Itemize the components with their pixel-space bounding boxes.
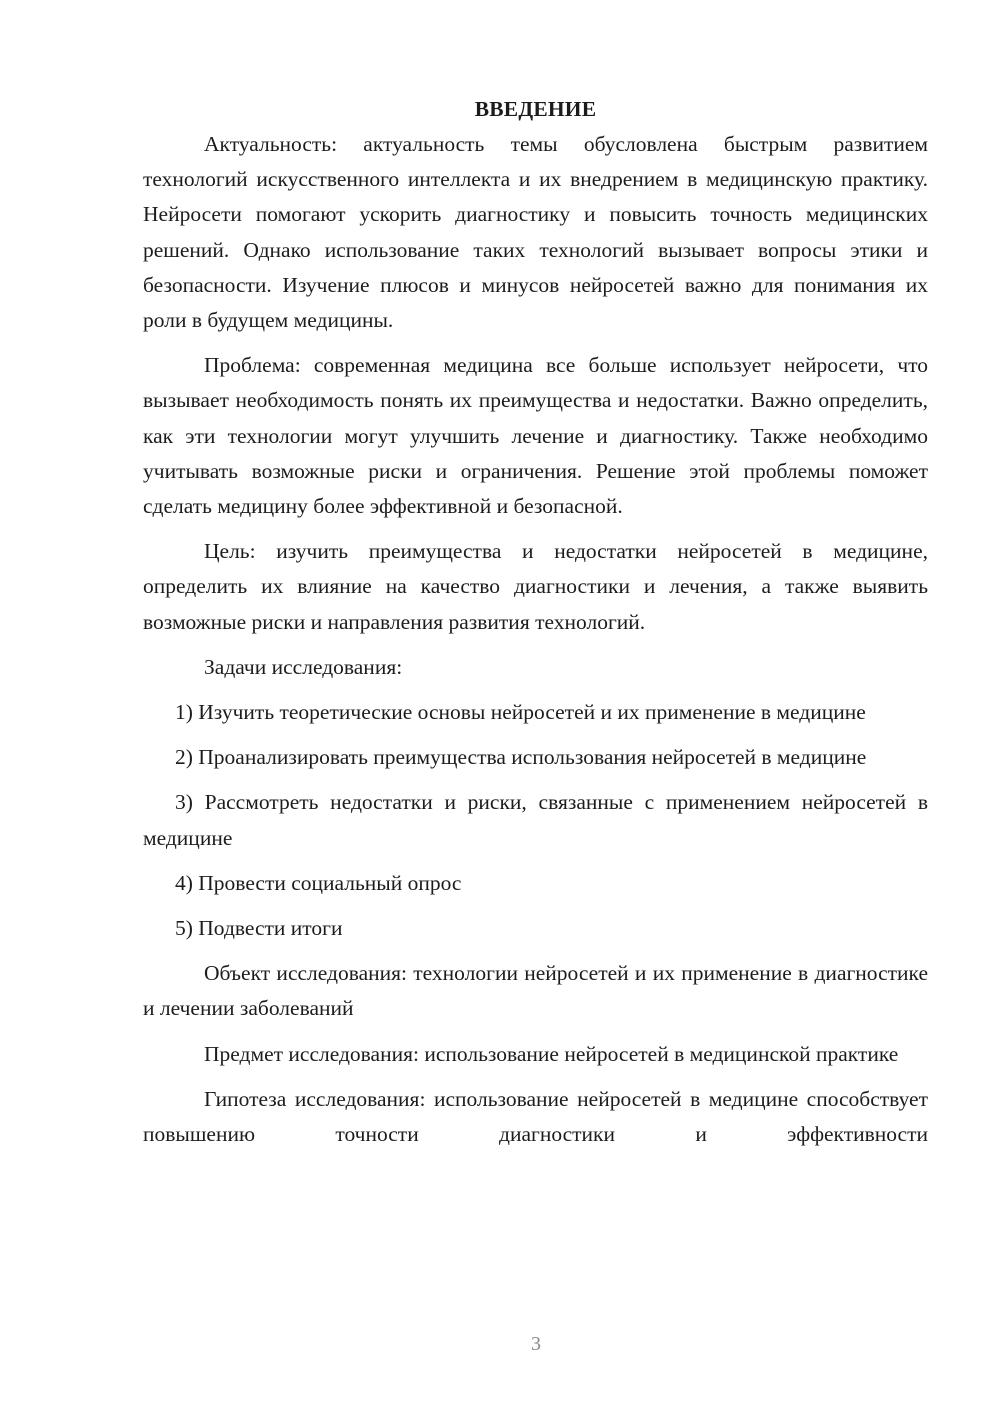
paragraph-relevance: Актуальность: актуальность темы обусловлена быстрым развитием технологий искусственного интеллекта и их внедрением в медицинскую практику. Нейросети помогают ускорить диагностику и повысить точность медицинских решений. Однако использование таких технологий вызывает вопросы этики и безопасности. Изучение плюсов и минусов нейросетей важно для понимания их роли в будущем медицины. xyxy=(143,132,928,333)
paragraph-object: Объект исследования: технологии нейросетей и их применение в диагностике и лечении заболеваний xyxy=(143,961,928,1021)
list-item: 1) Изучить теоретические основы нейросетей и их применение в медицине xyxy=(175,700,866,725)
paragraph-goal: Цель: изучить преимущества и недостатки нейросетей в медицине, определить их влияние на качество диагностики и лечения, а также выявить возможные риски и направления развития технологий. xyxy=(143,539,928,634)
paragraph-problem: Проблема: современная медицина все больше использует нейросети, что вызывает необходимость понять их преимущества и недостатки. Важно определить, как эти технологии могут улучшить лечение и диагностику. Также необходимо учитывать возможные риски и ограничения. Решение этой проблемы поможет сделать медицину более эффективной и безопасной. xyxy=(143,353,928,519)
list-item: 4) Провести социальный опрос xyxy=(175,870,462,895)
paragraph-hypothesis: Гипотеза исследования: использование нейросетей в медицине способствует повышению точности диагностики и эффективности xyxy=(143,1086,928,1147)
tasks-list xyxy=(143,695,928,946)
list-item: 5) Подвести итоги xyxy=(175,916,343,941)
paragraph-subject: Предмет исследования: использование нейросетей в медицинской практике xyxy=(204,1041,899,1066)
page-number: 3 xyxy=(531,1333,541,1355)
list-item: 2) Проанализировать преимущества использования нейросетей в медицине xyxy=(175,745,867,770)
document-page xyxy=(143,92,928,1162)
section-title: ВВЕДЕНИЕ xyxy=(474,97,597,121)
tasks-heading: Задачи исследования: xyxy=(204,654,403,679)
list-item: 3) Рассмотреть недостатки и риски, связанные с применением нейросетей в медицине xyxy=(143,790,928,850)
